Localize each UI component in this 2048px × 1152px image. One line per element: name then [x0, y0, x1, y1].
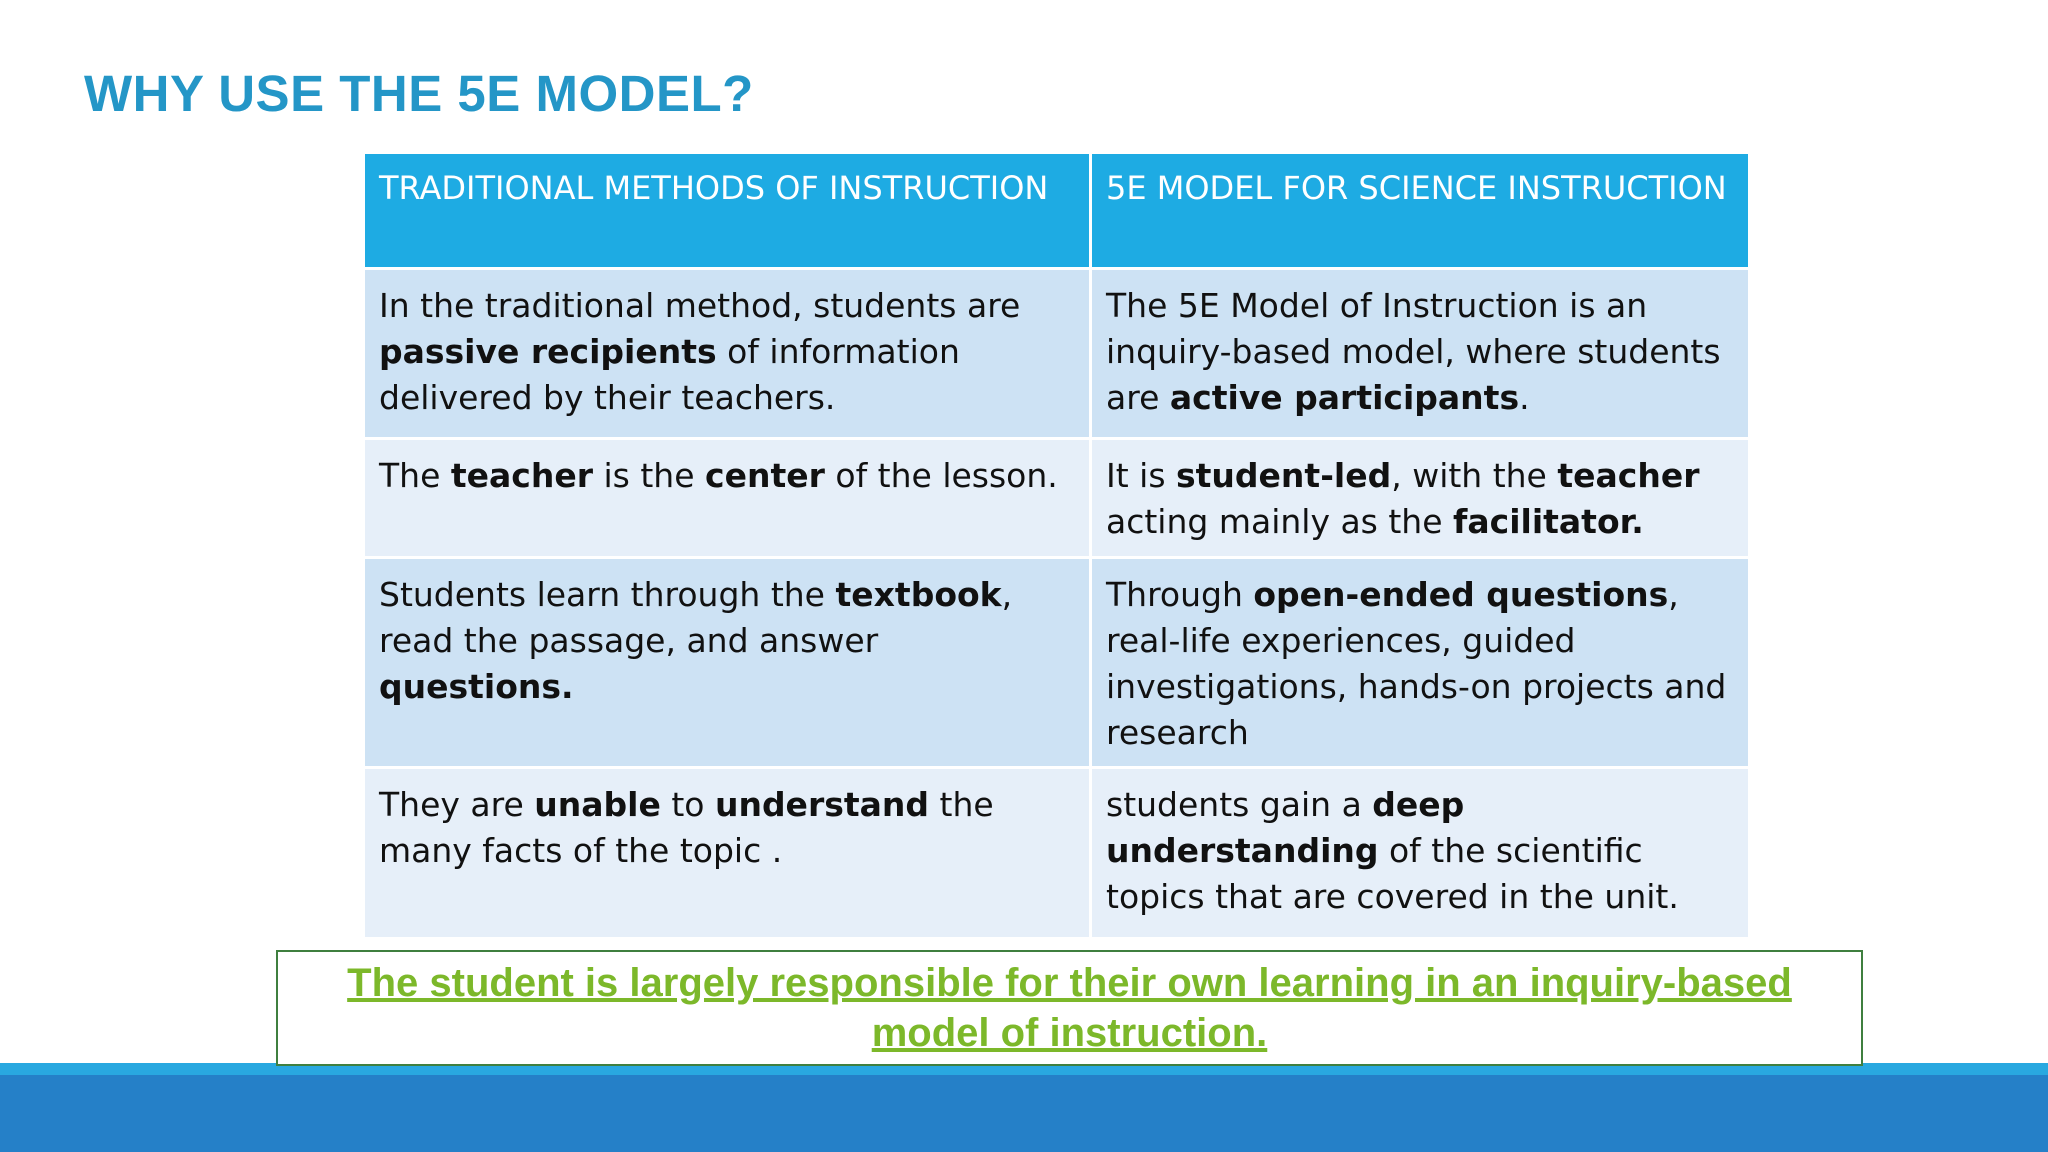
- footer-bar: [0, 1075, 2048, 1152]
- key-takeaway-callout: [276, 950, 1863, 1066]
- cell-text: It is: [1106, 456, 1177, 495]
- emphasis-text: deep understanding: [1106, 785, 1465, 870]
- cell-text: Through: [1106, 575, 1254, 614]
- cell-text: to: [660, 785, 715, 824]
- emphasis-text: open-ended questions: [1253, 575, 1669, 614]
- traditional-cell: [364, 269, 1091, 439]
- traditional-cell: [364, 768, 1091, 939]
- header-traditional: TRADITIONAL METHODS OF INSTRUCTION: [364, 153, 1091, 269]
- emphasis-text: active participants: [1169, 378, 1520, 417]
- cell-text: the many facts of the topic .: [379, 785, 994, 870]
- emphasis-text: teacher: [1557, 456, 1700, 495]
- cell-text: of information delivered by their teachers.: [379, 332, 960, 417]
- table-row: [364, 558, 1750, 768]
- emphasis-text: unable: [534, 785, 661, 824]
- emphasis-text: textbook: [835, 575, 1002, 614]
- cell-text: .: [1519, 378, 1530, 417]
- table-row: [364, 439, 1750, 558]
- five-e-cell: [1091, 768, 1750, 939]
- table-row: [364, 768, 1750, 939]
- cell-text: students gain a: [1106, 785, 1373, 824]
- cell-text: , real-life experiences, guided investigations, hands-on projects and research: [1106, 575, 1727, 752]
- traditional-cell: [364, 558, 1091, 768]
- callout-text: The student is largely responsible for their own learning in an inquiry-based model of instruction.: [347, 961, 1792, 1055]
- emphasis-text: questions.: [379, 667, 574, 706]
- five-e-cell: [1091, 269, 1750, 439]
- five-e-cell: [1091, 558, 1750, 768]
- cell-text: Students learn through the: [379, 575, 836, 614]
- emphasis-text: center: [705, 456, 825, 495]
- cell-text: The: [379, 456, 451, 495]
- cell-text: , with the: [1391, 456, 1558, 495]
- header-5e-model: 5E MODEL FOR SCIENCE INSTRUCTION: [1091, 153, 1750, 269]
- cell-text: In the traditional method, students are: [379, 286, 1021, 325]
- cell-text: They are: [379, 785, 535, 824]
- table-row: [364, 269, 1750, 439]
- cell-text: , read the passage, and answer: [379, 575, 1013, 660]
- comparison-table: [362, 151, 1751, 940]
- emphasis-text: passive recipients: [379, 332, 717, 371]
- table-header-row: [364, 153, 1750, 269]
- cell-text: is the: [593, 456, 706, 495]
- five-e-cell: [1091, 439, 1750, 558]
- emphasis-text: student-led: [1176, 456, 1392, 495]
- emphasis-text: understand: [714, 785, 930, 824]
- emphasis-text: facilitator.: [1453, 502, 1644, 541]
- cell-text: of the lesson.: [824, 456, 1058, 495]
- emphasis-text: teacher: [450, 456, 594, 495]
- cell-text: The 5E Model of Instruction is an inquiry-based model, where students are: [1106, 286, 1721, 417]
- cell-text: of the scientific topics that are covered in the unit.: [1106, 831, 1679, 916]
- traditional-cell: [364, 439, 1091, 558]
- cell-text: acting mainly as the: [1106, 502, 1454, 541]
- slide-title: WHY USE THE 5E MODEL?: [84, 65, 754, 122]
